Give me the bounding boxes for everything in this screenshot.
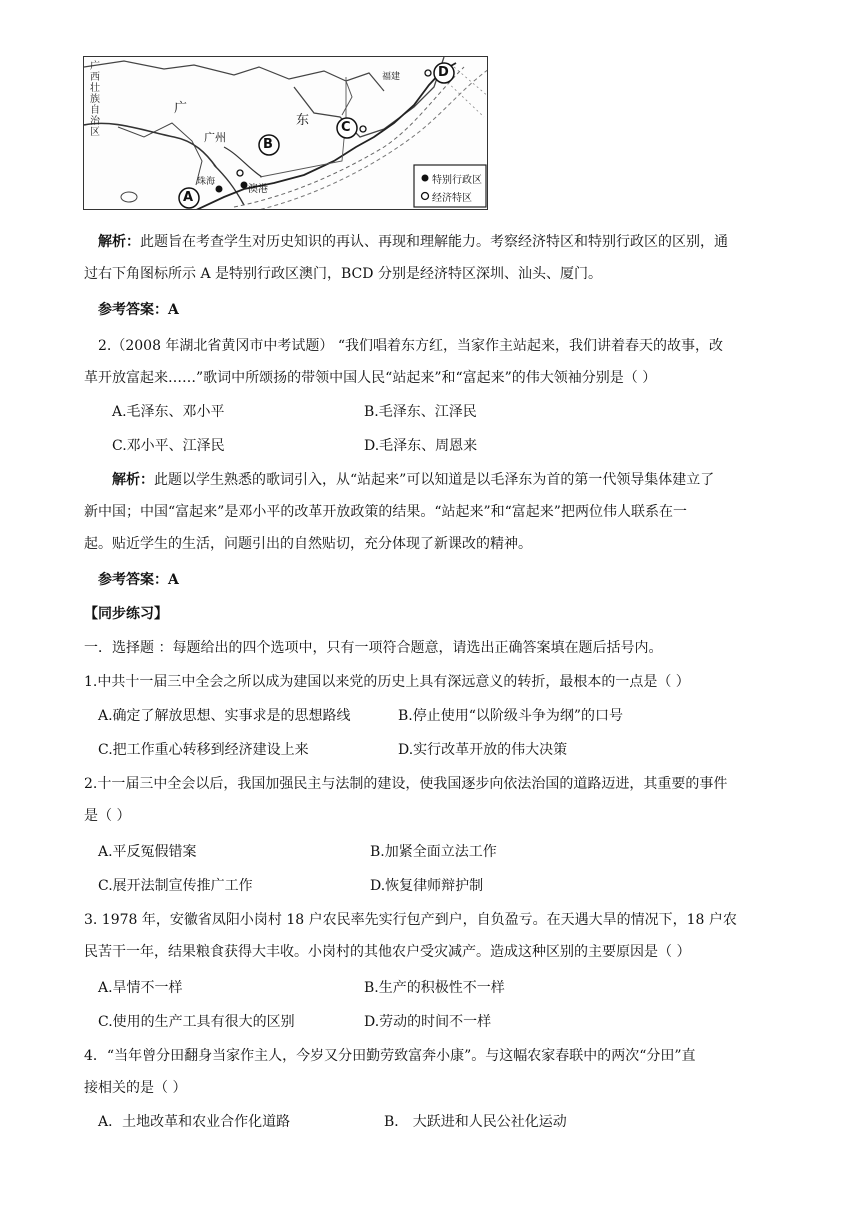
q1-analysis-label: 解析： — [98, 234, 140, 250]
q2-answer — [98, 570, 179, 590]
legend-special-econ-label: 经济特区 — [432, 193, 472, 204]
legend-special-admin-label: 特别行政区 — [432, 175, 482, 186]
ex3-option-b: B.生产的积极性不一样 — [364, 980, 505, 996]
ex2-option-b: B.加紧全面立法工作 — [370, 844, 497, 860]
ex3-option-a: A.旱情不一样 — [98, 980, 183, 996]
ex3-option-d: D.劳动的时间不一样 — [364, 1014, 492, 1030]
ex2-option-d: D.恢复律师辩护制 — [370, 878, 484, 894]
q2-analysis-line3: 起。贴近学生的生活，问题引出的自然贴切，充分体现了新课改的精神。 — [84, 536, 532, 552]
q2-option-c: C.邓小平、江泽民 — [112, 438, 225, 454]
q2-answer-value: A — [168, 572, 179, 588]
ex4-option-a: A．土地改革和农业合作化道路 — [98, 1114, 291, 1130]
q2-option-b: B.毛泽东、江泽民 — [364, 404, 477, 420]
ex1-option-c: C.把工作重心转移到经济建设上来 — [98, 742, 309, 758]
map-label-zhuhai: 珠海 — [197, 177, 216, 187]
ex1-option-d: D.实行改革开放的伟大决策 — [398, 742, 568, 758]
map-marker-c: C — [341, 120, 351, 135]
ex1-stem: 1.中共十一届三中全会之所以成为建国以来党的历史上具有深远意义的转折，最根本的一点是（ ） — [84, 674, 690, 690]
q1-analysis-text1: 此题旨在考查学生对历史知识的再认、再现和理解能力。考察经济特区和特别行政区的区别，通 — [140, 234, 728, 250]
q1-answer-label: 参考答案： — [98, 302, 168, 318]
ex3-stem-line1: 3. 1978 年，安徽省凤阳小岗村 18 户农民率先实行包产到户，自负盈亏。在天遇大旱的情况下，18 户农 — [84, 912, 737, 928]
ex2-option-a: A.平反冤假错案 — [98, 844, 197, 860]
ex4-stem-line1: 4．“当年曾分田翻身当家作主人，今岁又分田勤劳致富奔小康”。与这幅农家春联中的两次“分田”直 — [84, 1048, 696, 1064]
ex3-option-c: C.使用的生产工具有很大的区别 — [98, 1014, 295, 1030]
map-drawing — [84, 57, 488, 210]
region-map-figure — [83, 56, 488, 210]
map-label-fujian: 福建 — [382, 72, 401, 82]
map-marker-b: B — [263, 137, 273, 152]
section-title: 【同步练习】 — [84, 606, 168, 622]
ex2-stem-line2: 是（ ） — [84, 808, 131, 824]
map-label-guang: 广 — [174, 101, 188, 116]
q2-stem-line1: 2.（2008 年湖北省黄冈市中考试题） “我们唱着东方红，当家作主站起来，我们讲着春天的故事，改 — [98, 338, 724, 354]
map-label-dong: 东 — [296, 113, 310, 128]
ex2-stem-line1: 2.十一届三中全会以后，我国加强民主与法制的建设，使我国逐步向依法治国的道路迈进，其重要的事件 — [84, 776, 728, 792]
q2-option-d: D.毛泽东、周恩来 — [364, 438, 478, 454]
q2-analysis-label: 解析： — [112, 472, 154, 488]
q2-option-a: A.毛泽东、邓小平 — [112, 404, 225, 420]
ex1-option-a: A.确定了解放思想、实事求是的思想路线 — [98, 708, 351, 724]
q2-analysis-line1 — [112, 470, 714, 490]
ex3-stem-line2: 民苦干一年，结果粮食获得大丰收。小岗村的其他农户受灾减产。造成这种区别的主要原因是（ ） — [84, 944, 691, 960]
map-label-guangxi: 广西壮族自治区 — [90, 61, 100, 138]
map-label-guangzhou: 广州 — [204, 131, 226, 144]
q2-stem-line2: 革开放富起来……”歌词中所颂扬的带领中国人民“站起来”和“富起来”的伟大领袖分别是（ ） — [84, 370, 657, 386]
q1-analysis-line2: 过右下角图标所示 A 是特别行政区澳门，BCD 分别是经济特区深圳、汕头、厦门。 — [84, 266, 602, 282]
q2-analysis-text1: 此题以学生熟悉的歌词引入，从“站起来”可以知道是以毛泽东为首的第一代领导集体建立了 — [154, 472, 715, 488]
section-intro: 一．选择题 ：每题给出的四个选项中，只有一项符合题意，请选出正确答案填在题后括号内。 — [84, 640, 663, 656]
map-marker-a: A — [183, 190, 194, 205]
ex4-stem-line2: 接相关的是（ ） — [84, 1080, 187, 1096]
q1-answer — [98, 300, 179, 320]
q1-analysis-line1 — [98, 232, 728, 252]
q2-answer-label: 参考答案： — [98, 572, 168, 588]
map-marker-d: D — [438, 65, 449, 80]
q1-answer-value: A — [168, 302, 179, 318]
map-label-aomen: 澳港 — [248, 184, 268, 195]
ex1-option-b: B.停止使用“以阶级斗争为纲”的口号 — [398, 708, 624, 724]
ex4-option-b: B． 大跃进和人民公社化运动 — [384, 1114, 567, 1130]
ex2-option-c: C.展开法制宣传推广工作 — [98, 878, 253, 894]
q2-analysis-line2: 新中国；中国“富起来”是邓小平的改革开放政策的结果。“站起来”和“富起来”把两位伟人联系在一 — [84, 504, 687, 520]
